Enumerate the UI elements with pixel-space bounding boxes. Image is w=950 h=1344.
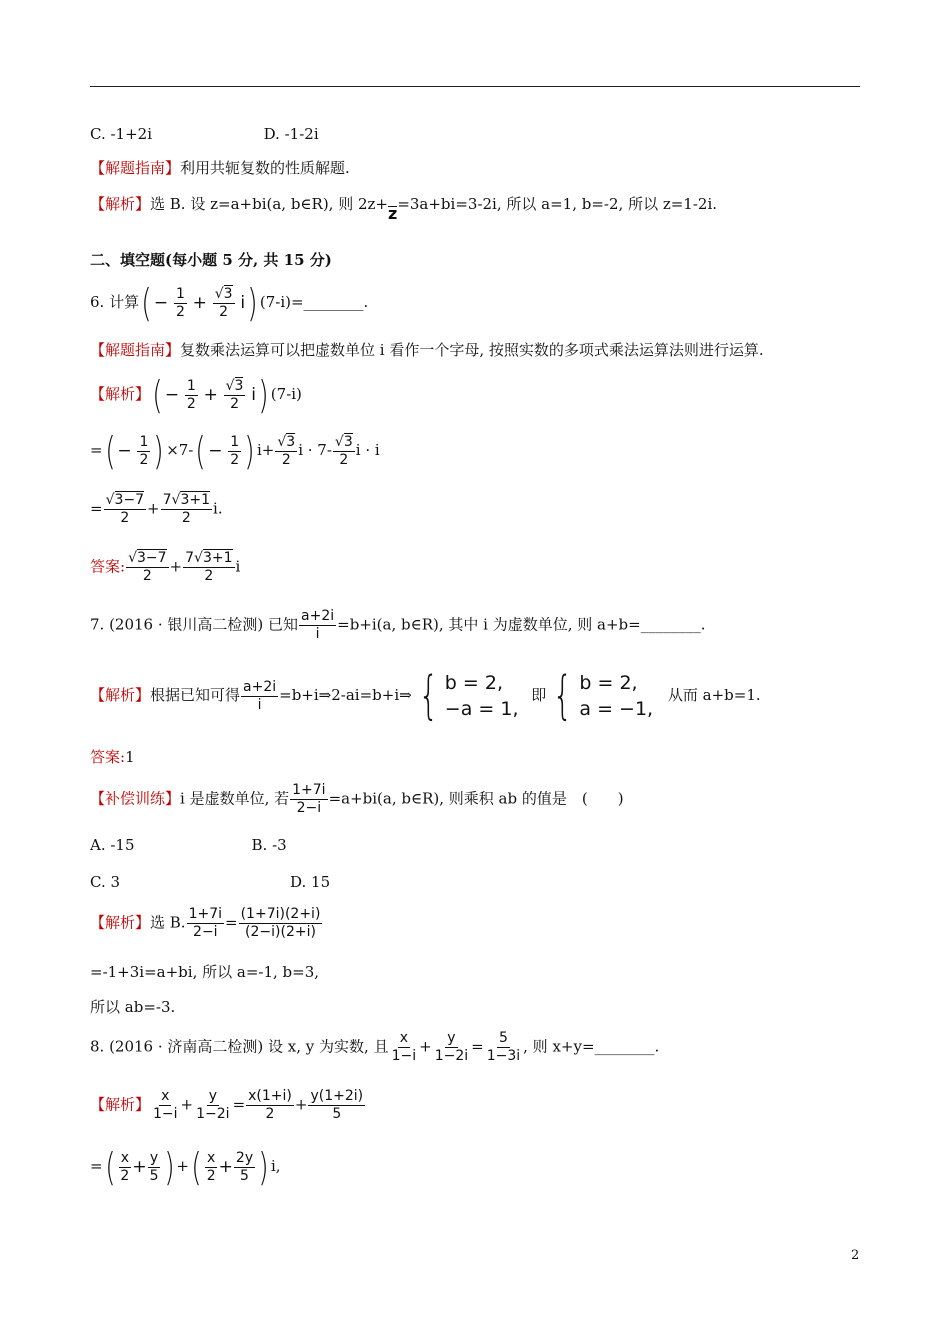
- solution-8: 【解析】 $\frac{x}{1-i}$ + $\frac{y}{1-2i}$ = $\frac{x(1+i)}{2}$ + $\frac{y(1+2i)}{5}$: [90, 1088, 364, 1122]
- option-c: C. -1+2i: [90, 125, 152, 143]
- options-cd: [90, 124, 319, 144]
- solution-6-result: = $\frac{√3-7}{2}$ + $\frac{7√3+1}{2}$ i.: [90, 492, 223, 526]
- hint-text: 利用共轭复数的性质解题.: [180, 159, 350, 177]
- solution-supp-2: =-1+3i=a+bi, 所以 a=-1, b=3,: [90, 963, 320, 981]
- answer-6: 答案: $\frac{√3-7}{2}$ + $\frac{7√3+1}{2}$ i: [90, 550, 241, 584]
- hint-line: [90, 158, 350, 178]
- question-8: 8. (2016 · 济南高二检测) 设 x, y 为实数, 且 $\frac{x}{1-i}$ + $\frac{y}{1-2i}$ = $\frac{5}{1-3i}$ , 则 x+y=________.: [90, 1030, 660, 1064]
- z-conjugate: z: [388, 204, 398, 223]
- option-d: D. -1-2i: [263, 125, 319, 143]
- options-cd-2: C. 3 D. 15: [90, 873, 331, 891]
- question-7: 7. (2016 · 银川高二检测) 已知 $\frac{a+2i}{i}$ =b+i(a, b∈R), 其中 i 为虚数单位, 则 a+b=________.: [90, 608, 706, 642]
- solution-line: 【解析】选 B. 设 z=a+bi(a, b∈R), 则 2z+z=3a+bi=3-2i, 所以 a=1, b=-2, 所以 z=1-2i.: [90, 195, 718, 223]
- solution-tag: 【解析】: [90, 195, 151, 213]
- options-ab: A. -15 B. -3: [90, 836, 287, 854]
- answer-7: 答案:1: [90, 748, 135, 766]
- solution-supp: 【解析】选 B. $\frac{1+7i}{2-i}$ = $\frac{(1+7i)(2+i)}{(2-i)(2+i)}$: [90, 906, 321, 940]
- solution-supp-3: 所以 ab=-3.: [90, 998, 176, 1016]
- section-title: 二、填空题(每小题 5 分, 共 15 分): [90, 251, 332, 269]
- hint-6: 【解题指南】复数乘法运算可以把虚数单位 i 看作一个字母, 按照实数的多项式乘法运算法则进行运算.: [90, 341, 764, 359]
- question-6: 6. 计算( − $\frac{1}{2}$ + $\frac{√3}{2}$ i) (7-i)=________.: [90, 281, 369, 325]
- header-rule: [90, 86, 860, 87]
- solution-7: 【解析】根据已知可得 $\frac{a+2i}{i}$ =b+i⇒2-ai=b+i⇒ { b = 2, −a = 1, 即 { b = 2, a = −1, 从而 a+b=1.: [90, 666, 761, 726]
- solution-6: 【解析】( − $\frac{1}{2}$ + $\frac{√3}{2}$ i) (7-i): [90, 373, 302, 417]
- supplementary-question: 【补偿训练】i 是虚数单位, 若 $\frac{1+7i}{2-i}$ =a+bi(a, b∈R), 则乘积 ab 的值是 ( ): [90, 782, 624, 816]
- solution-8-step: =( $\frac{x}{2}$ + $\frac{y}{5}$ ) +( $\frac{x}{2}$ + $\frac{2y}{5}$ ) i,: [90, 1145, 281, 1189]
- hint-tag: 【解题指南】: [90, 159, 181, 177]
- page-number: 2: [851, 1248, 860, 1263]
- solution-6-step: =( − $\frac{1}{2}$ ) ×7-( − $\frac{1}{2}$ ) i+ $\frac{√3}{2}$ i · 7- $\frac{√3}{2}$ i · i: [90, 429, 380, 473]
